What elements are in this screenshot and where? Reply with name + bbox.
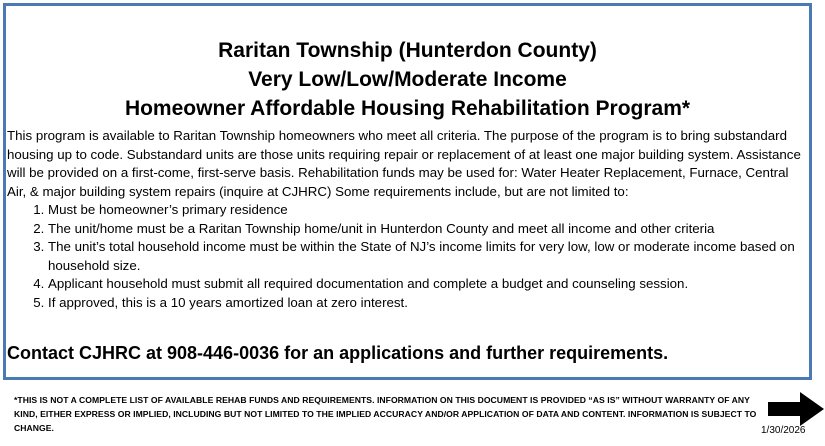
requirement-item: 2. The unit/home must be a Raritan Township home/unit in Hunterdon County and meet all income and other criteria xyxy=(48,220,803,239)
document-date: 1/30/2026 xyxy=(761,425,806,436)
requirement-item: 1. Must be homeowner’s primary residence xyxy=(48,201,803,220)
requirement-item: 5. If approved, this is a 10 years amortized loan at zero interest. xyxy=(48,294,803,313)
program-title xyxy=(6,36,809,123)
title-line-3: Homeowner Affordable Housing Rehabilitation Program* xyxy=(124,97,691,120)
program-description xyxy=(7,127,803,312)
intro-paragraph: This program is available to Raritan Township homeowners who meet all criteria. The purpose of the program is to bring substandard housing up to code. Substandard units are those units requiring repair or replacement of at least one major building system. Assistance will be provided on a first-come, first-serve basis. Rehabilitation funds may be used for: Water Heater Replacement, Furnace, Central Air, & major building system repairs (inquire at CJHRC) Some requirements include, but are not limited to: xyxy=(7,128,801,199)
title-line-1: Raritan Township (Hunterdon County) xyxy=(218,39,597,62)
title-line-2: Very Low/Low/Moderate Income xyxy=(248,68,567,91)
arrow-right-icon[interactable] xyxy=(768,392,824,426)
contact-line: Contact CJHRC at 908-446-0036 for an applications and further requirements. xyxy=(7,343,669,363)
disclaimer: *THIS IS NOT A COMPLETE LIST OF AVAILABLE REHAB FUNDS AND REQUIREMENTS. INFORMATION ON THIS DOCUMENT IS PROVIDED “AS IS” WITHOUT WARRANTY OF ANY KIND, EITHER EXPRESS OR IMPLIED, INCLUDING BUT NOT LIMITED TO THE IMPLIED ACCURACY AND/OR APPLICATION OF DATA AND CONTENT. INFORMATION IS SUBJECT TO CHANGE. xyxy=(14,395,757,433)
requirements-list xyxy=(7,201,803,312)
requirement-item: 3. The unit’s total household income must be within the State of NJ’s income limits for very low, low or moderate income based on household size. xyxy=(48,238,803,275)
requirement-item: 4. Applicant household must submit all required documentation and complete a budget and counseling session. xyxy=(48,275,803,294)
